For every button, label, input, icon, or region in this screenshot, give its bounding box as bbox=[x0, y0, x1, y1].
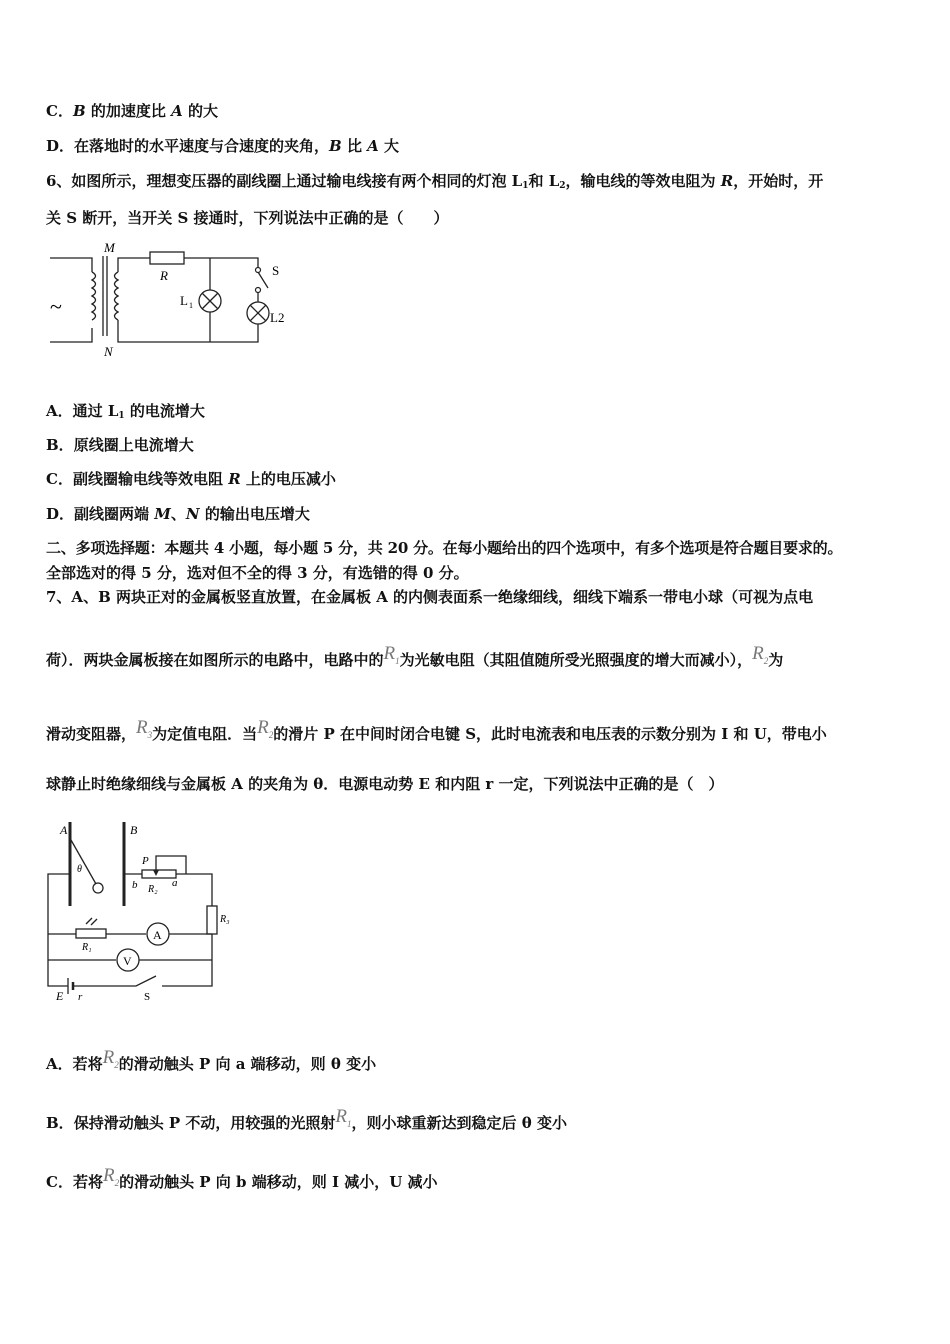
svg-text:L: L bbox=[180, 293, 188, 308]
r1-symbol: $R_1$ bbox=[383, 643, 400, 666]
svg-text:θ: θ bbox=[77, 864, 82, 875]
q7-circuit-figure bbox=[44, 814, 244, 1004]
svg-text:N: N bbox=[104, 344, 113, 359]
r2-symbol: $R_2$ bbox=[752, 643, 769, 666]
q7-option-c: C．若将$R_2$的滑动触头 P 向 b 端移动，则 I 减小，U 减小 bbox=[46, 1165, 438, 1191]
svg-text:r: r bbox=[78, 991, 83, 1003]
svg-text:E: E bbox=[56, 989, 64, 1003]
r3-symbol: $R_3$ bbox=[136, 717, 153, 740]
q6-option-c: C．副线圈输电线等效电阻 R 上的电压减小 bbox=[46, 470, 336, 488]
q7-stem-line1: 7、A、B 两块正对的金属板竖直放置，在金属板 A 的内侧表面系一绝缘细线，细线下端系一带电小球（可视为点电 bbox=[46, 588, 814, 606]
svg-text:A: A bbox=[60, 823, 68, 837]
svg-text:P: P bbox=[142, 855, 149, 867]
section2-line2: 全部选对的得 5 分，选对但不全的得 3 分，有选错的得 0 分。 bbox=[46, 564, 469, 582]
voltmeter-symbol: V bbox=[123, 954, 132, 968]
q6-option-a: A．通过 $L_1$ 的电流增大 bbox=[46, 402, 205, 421]
svg-text:R₂: R₂ bbox=[148, 884, 158, 895]
q6-option-b: B．原线圈上电流增大 bbox=[46, 436, 194, 454]
svg-text:R: R bbox=[160, 268, 168, 283]
r2-symbol: $R_2$ bbox=[102, 1047, 119, 1070]
q7-stem-line3: 滑动变阻器，$R_3$为定值电阻．当$R_2$的滑片 P 在中间时闭合电键 S，此时电流表和电压表的示数分别为 I 和 U，带电小 bbox=[46, 717, 827, 743]
q5-option-c: C．B 的加速度比 A 的大 bbox=[46, 102, 218, 120]
r2-symbol: $R_2$ bbox=[102, 1165, 120, 1188]
q5-option-d: D．在落地时的水平速度与合速度的夹角，B 比 A 大 bbox=[46, 137, 400, 155]
r1-symbol: $R_1$ bbox=[335, 1106, 352, 1129]
q6-circuit-figure bbox=[44, 238, 304, 362]
q6-stem-line2: 关 S 断开，当开关 S 接通时，下列说法中正确的是（ ） bbox=[46, 209, 449, 227]
svg-text:1: 1 bbox=[189, 301, 193, 310]
r2-symbol: $R_2$ bbox=[257, 717, 274, 740]
svg-text:a: a bbox=[172, 877, 178, 889]
q7-stem-line4: 球静止时绝缘细线与金属板 A 的夹角为 θ．电源电动势 E 和内阻 r 一定，下列说法中正确的是（ ） bbox=[46, 775, 724, 793]
q6-option-d: D．副线圈两端 M、N 的输出电压增大 bbox=[46, 505, 310, 523]
svg-text:R₃: R₃ bbox=[220, 914, 230, 925]
q6-stem-line1: 6、如图所示，理想变压器的副线圈上通过输电线接有两个相同的灯泡 $L_1$和 $L_2$，输电线的等效电阻为 R，开始时，开 bbox=[46, 172, 824, 191]
svg-text:M: M bbox=[104, 240, 115, 255]
q7-stem-line2: 荷）．两块金属板接在如图所示的电路中，电路中的$R_1$为光敏电阻（其阻值随所受光照强度的增大而减小），$R_2$为 bbox=[46, 643, 784, 669]
q7-option-a: A．若将$R_2$的滑动触头 P 向 a 端移动，则 θ 变小 bbox=[46, 1047, 377, 1073]
section2-line1: 二、多项选择题：本题共 4 小题，每小题 5 分，共 20 分。在每小题给出的四个选项中，有多个选项是符合题目要求的。 bbox=[46, 539, 843, 557]
svg-text:R₁: R₁ bbox=[82, 942, 92, 953]
ac-source-symbol: ~ bbox=[50, 294, 62, 319]
svg-text:b: b bbox=[132, 879, 138, 891]
svg-text:S: S bbox=[272, 263, 280, 278]
svg-text:S: S bbox=[144, 991, 151, 1003]
svg-text:B: B bbox=[130, 823, 138, 837]
ammeter-symbol: A bbox=[153, 928, 162, 942]
q7-option-b: B．保持滑动触头 P 不动，用较强的光照射$R_1$，则小球重新达到稳定后 θ 变小 bbox=[46, 1106, 567, 1132]
svg-text:L2: L2 bbox=[270, 310, 285, 325]
